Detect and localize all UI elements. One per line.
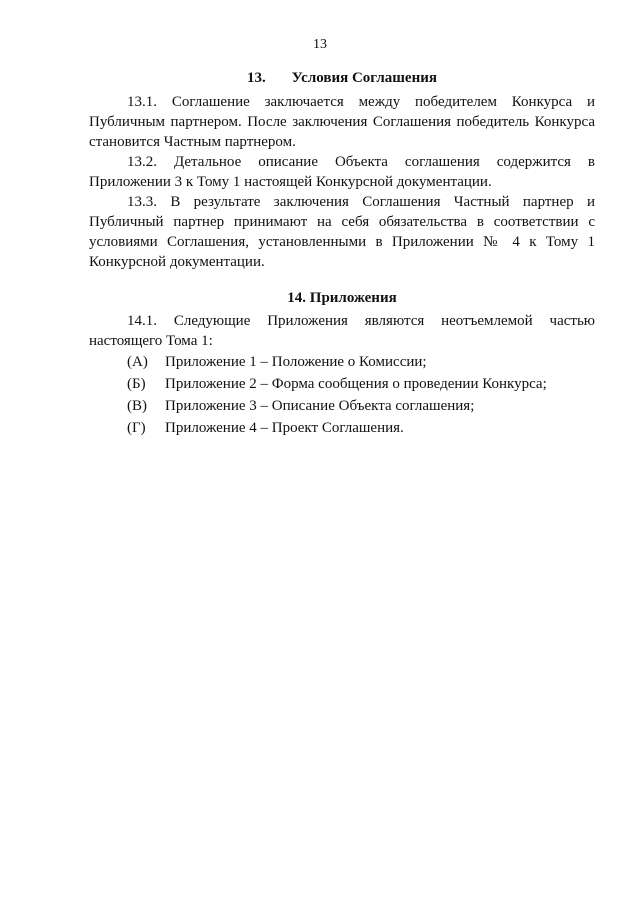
appendix-list: [89, 352, 595, 438]
list-item-text: Приложение 1 – Положение о Комиссии;: [165, 354, 427, 370]
list-item-marker: (А): [127, 354, 148, 370]
paragraph-13-3: 13.3. В результате заключения Соглашения Частный партнер и Публичный партнер принимают на себя обязательства в соответствии с условиями Соглашения, установленными в Приложении № 4 к Тому 1 Конкурсной документации.: [89, 194, 595, 270]
list-item-text: Приложение 3 – Описание Объекта соглашения;: [165, 398, 475, 414]
page-number: 13: [313, 37, 327, 52]
list-item-text: Приложение 2 – Форма сообщения о проведении Конкурса;: [165, 376, 547, 392]
list-item-marker: (В): [127, 398, 147, 414]
list-item: [89, 396, 595, 416]
paragraph-13-2: 13.2. Детальное описание Объекта соглашения содержится в Приложении 3 к Тому 1 настоящей Конкурсной документации.: [89, 154, 595, 190]
document-body: [89, 68, 595, 440]
section-13-number: 13.: [247, 70, 266, 86]
paragraph-14-1: 14.1. Следующие Приложения являются неотъемлемой частью настоящего Тома 1:: [89, 313, 595, 349]
section-13-heading: [89, 68, 595, 88]
list-item-text: Приложение 4 – Проект Соглашения.: [165, 420, 404, 436]
list-item: [89, 352, 595, 372]
section-13-title: Условия Соглашения: [291, 70, 437, 86]
paragraph-13-1: 13.1. Соглашение заключается между победителем Конкурса и Публичным партнером. После заключения Соглашения победитель Конкурса становится Частным партнером.: [89, 94, 595, 150]
list-item-marker: (Б): [127, 376, 146, 392]
list-item: [89, 374, 595, 394]
list-item: [89, 418, 595, 438]
list-item-marker: (Г): [127, 420, 146, 436]
section-14-heading: 14. Приложения: [287, 290, 397, 306]
